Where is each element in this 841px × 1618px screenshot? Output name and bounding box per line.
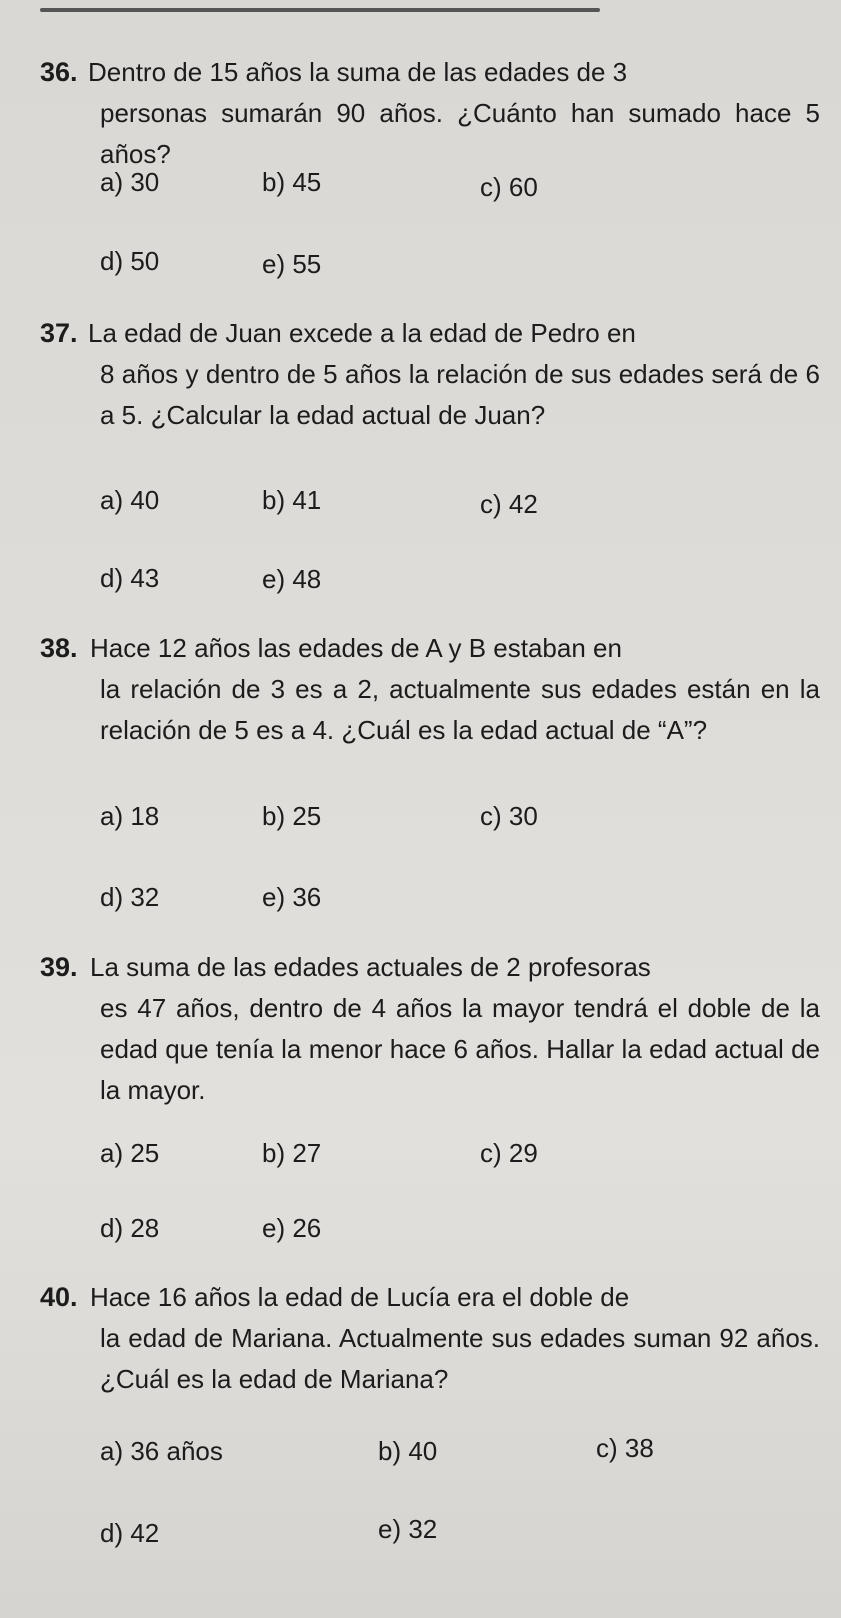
option-b[interactable]: b) 41	[262, 485, 322, 515]
option-c[interactable]: c) 60	[480, 172, 538, 202]
option-c[interactable]: c) 29	[480, 1138, 538, 1168]
option-d[interactable]: d) 43	[100, 563, 160, 593]
problem-number: 39.	[40, 952, 78, 982]
option-a[interactable]: a) 40	[100, 485, 160, 515]
problem-number: 40.	[40, 1282, 78, 1312]
option-d[interactable]: d) 42	[100, 1518, 160, 1548]
problem-text-line-1: La edad de Juan excede a la edad de Pedro en	[88, 318, 636, 348]
problem-text: 8 años y dentro de 5 años la relación de sus edades será de 6 a 5. ¿Calcular la edad actual de Juan?	[100, 359, 820, 430]
option-d[interactable]: d) 28	[100, 1213, 160, 1243]
option-a[interactable]: a) 36 años	[100, 1436, 223, 1466]
option-d[interactable]: d) 50	[100, 246, 160, 276]
option-e[interactable]: e) 55	[262, 249, 322, 279]
option-e[interactable]: e) 36	[262, 882, 322, 912]
option-e[interactable]: e) 26	[262, 1213, 322, 1243]
option-a[interactable]: a) 30	[100, 167, 160, 197]
top-divider	[40, 8, 600, 12]
problem-number: 36.	[40, 57, 78, 87]
problem-number: 37.	[40, 318, 78, 348]
option-b[interactable]: b) 45	[262, 167, 322, 197]
option-c[interactable]: c) 38	[596, 1433, 654, 1463]
problem-text-line-1: La suma de las edades actuales de 2 profesoras	[90, 952, 651, 982]
problem-number: 38.	[40, 633, 78, 663]
problem-text: personas sumarán 90 años. ¿Cuánto han sumado hace 5 años?	[100, 98, 820, 169]
option-d[interactable]: d) 32	[100, 882, 160, 912]
problem-text: la relación de 3 es a 2, actualmente sus edades están en la relación de 5 es a 4. ¿Cuál es la edad actual de “A”?	[100, 674, 820, 745]
option-a[interactable]: a) 25	[100, 1138, 160, 1168]
problem-text-line-1: Hace 16 años la edad de Lucía era el doble de	[90, 1282, 630, 1312]
problem-text-line-1: Dentro de 15 años la suma de las edades de 3	[88, 57, 628, 87]
option-e[interactable]: e) 48	[262, 564, 322, 594]
option-c[interactable]: c) 42	[480, 489, 538, 519]
option-e[interactable]: e) 32	[378, 1514, 438, 1544]
option-b[interactable]: b) 25	[262, 801, 322, 831]
problem-text-line-1: Hace 12 años las edades de A y B estaban en	[90, 633, 622, 663]
problem-text: la edad de Mariana. Actualmente sus edades suman 92 años. ¿Cuál es la edad de Mariana?	[100, 1323, 820, 1394]
option-b[interactable]: b) 27	[262, 1138, 322, 1168]
option-b[interactable]: b) 40	[378, 1436, 438, 1466]
option-a[interactable]: a) 18	[100, 801, 160, 831]
problem-text: es 47 años, dentro de 4 años la mayor tendrá el doble de la edad que tenía la menor hace 6 años. Hallar la edad actual de la mayor.	[100, 993, 820, 1105]
option-c[interactable]: c) 30	[480, 801, 538, 831]
